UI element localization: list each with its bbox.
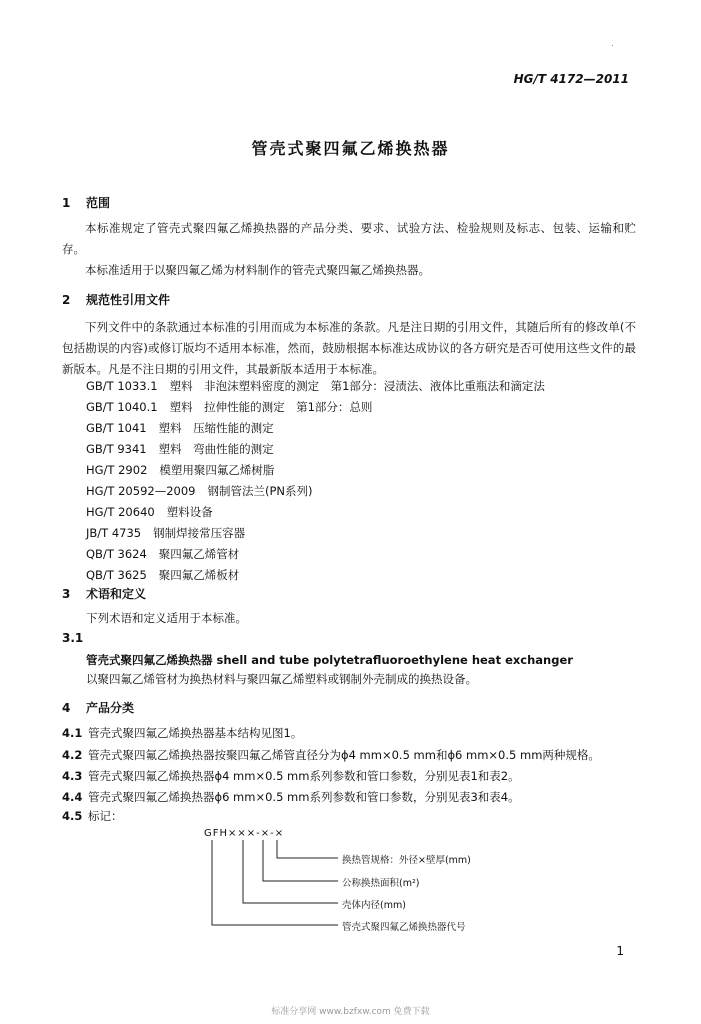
clause-number: 4.3: [62, 769, 83, 783]
ref-code: HG/T 2902: [86, 463, 148, 477]
leader-line-tube-spec: [277, 840, 338, 858]
ref-code: JB/T 4735: [86, 526, 142, 540]
section-number: 4: [62, 701, 71, 715]
clause-number: 4.2: [62, 748, 83, 762]
ref-code: QB/T 3625: [86, 568, 147, 582]
ref-code: GB/T 9341: [86, 442, 147, 456]
section-1-para-2: 本标准适用于以聚四氟乙烯为材料制作的管壳式聚四氟乙烯换热器。: [85, 263, 430, 277]
ref-title: 塑料 弯曲性能的测定: [158, 442, 274, 456]
section-title: 规范性引用文件: [86, 293, 171, 307]
leader-line-shell-diameter: [243, 840, 338, 903]
section-title: 产品分类: [86, 701, 135, 715]
ref-title: 钢制焊接常压容器: [153, 526, 246, 540]
ref-code: QB/T 3624: [86, 547, 147, 561]
section-title: 术语和定义: [86, 587, 147, 601]
ref-title: 塑料 拉伸性能的测定 第1部分：总则: [169, 400, 373, 414]
ref-title: 钢制管法兰(PN系列): [207, 484, 313, 498]
term-number: 3.1: [62, 631, 84, 645]
leader-line-area: [263, 840, 338, 881]
marking-code: GFH×××-×-×: [204, 828, 285, 839]
ref-code: GB/T 1041: [86, 421, 147, 435]
marking-label-product-code: 管壳式聚四氟乙烯换热器代号: [342, 922, 466, 933]
section-number: 2: [62, 293, 71, 307]
clause-number: 4.1: [62, 726, 83, 740]
standard-number: HG/T 4172—2011: [513, 72, 629, 86]
page-title: 管壳式聚四氟乙烯换热器: [251, 139, 450, 158]
ref-code: GB/T 1033.1: [86, 379, 158, 393]
ref-code: GB/T 1040.1: [86, 400, 158, 414]
page-number: 1: [616, 944, 624, 958]
leader-line-product-code: [212, 840, 338, 925]
section-number: 1: [62, 196, 71, 210]
section-title: 范围: [86, 196, 111, 210]
ref-title: 聚四氟乙烯管材: [158, 547, 240, 561]
ref-title: 模塑用聚四氟乙烯树脂: [159, 463, 275, 477]
clause-text: 管壳式聚四氟乙烯换热器ϕ4 mm×0.5 mm系列参数和管口参数，分别见表1和表2。: [88, 769, 520, 783]
marking-label-tube-spec: 换热管规格：外径×壁厚(mm): [342, 855, 471, 866]
clause-text: 管壳式聚四氟乙烯换热器ϕ6 mm×0.5 mm系列参数和管口参数，分别见表3和表4。: [88, 790, 520, 804]
ref-title: 塑料 压缩性能的测定: [158, 421, 274, 435]
clause-number: 4.5: [62, 809, 83, 823]
term-definition: 以聚四氟乙烯管材为换热材料与聚四氟乙烯塑料或钢制外壳制成的换热设备。: [86, 672, 477, 686]
clause-number: 4.4: [62, 790, 83, 804]
marking-label-area: 公称换热面积(m²): [342, 878, 420, 889]
section-2-intro: 下列文件中的条款通过本标准的引用而成为本标准的条款。凡是注日期的引用文件，其随后所有的修改单(不包括勘误的内容)或修订版均不适用本标准，然而，鼓励根据本标准达成协议的各方研究是否可使用这些文件的最新版本。凡是不注日期的引用文件，其最新版本适用于本标准。: [62, 320, 636, 376]
section-1-para-1: 本标准规定了管壳式聚四氟乙烯换热器的产品分类、要求、试验方法、检验规则及标志、包装、运输和贮存。: [62, 221, 636, 256]
ref-title: 塑料设备: [166, 505, 213, 519]
term-title: 管壳式聚四氟乙烯换热器 shell and tube polytetrafluoroethylene heat exchanger: [86, 653, 573, 667]
clause-text: 管壳式聚四氟乙烯换热器按聚四氟乙烯管直径分为ϕ4 mm×0.5 mm和ϕ6 mm×0.5 mm两种规格。: [88, 748, 600, 762]
ref-title: 塑料 非泡沫塑料密度的测定 第1部分：浸渍法、液体比重瓶法和滴定法: [169, 379, 545, 393]
ref-code: HG/T 20592—2009: [86, 484, 196, 498]
clause-text: 标记：: [88, 809, 123, 823]
marking-label-shell-diameter: 壳体内径(mm): [342, 900, 406, 911]
ref-code: HG/T 20640: [86, 505, 155, 519]
footer-watermark: 标准分享网 www.bzfxw.com 免费下载: [271, 1007, 430, 1017]
section-number: 3: [62, 587, 71, 601]
clause-text: 管壳式聚四氟乙烯换热器基本结构见图1。: [88, 726, 303, 740]
ref-title: 聚四氟乙烯板材: [158, 568, 240, 582]
section-3-intro: 下列术语和定义适用于本标准。: [86, 611, 247, 625]
